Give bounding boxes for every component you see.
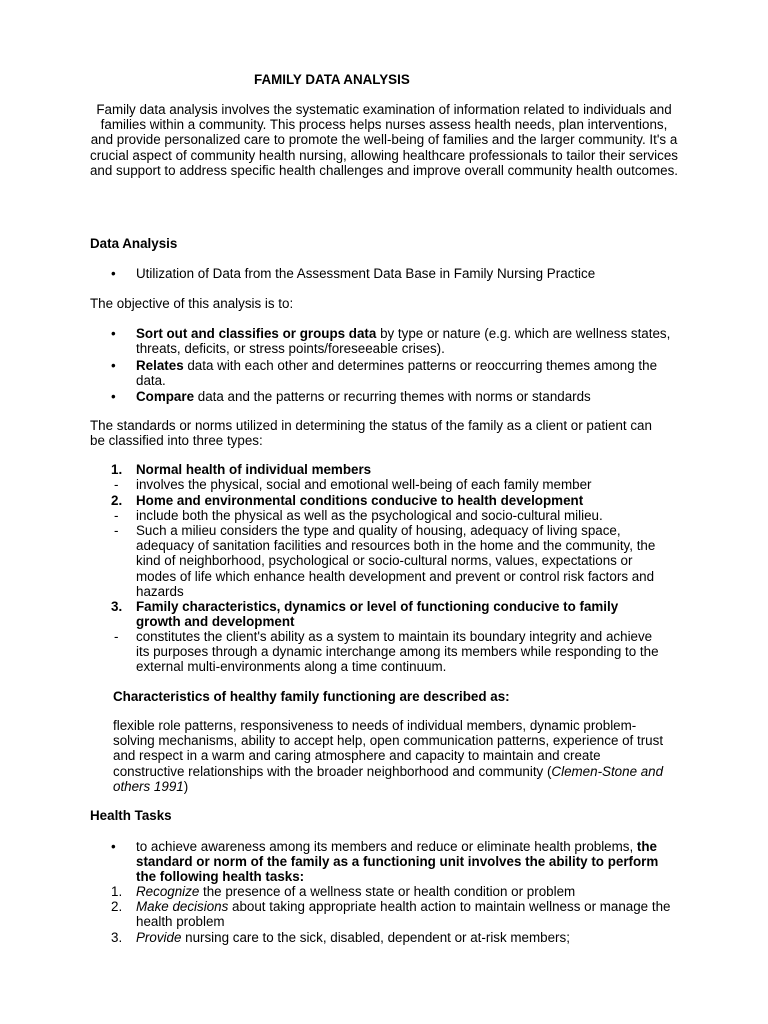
objective-intro: The objective of this analysis is to: <box>90 296 294 311</box>
health-tasks-heading: Health Tasks <box>90 808 172 823</box>
document-page: FAMILY DATA ANALYSIS Family data analysis involves the systematic examination of information related to individuals and families within a community. This process helps nurses assess health needs, plan interventions, and provide personalized care to promote the well-being of families and the larger community. It's a crucial aspect of community health nursing, allowing healthcare professionals to tailor their services and support to address specific health challenges and improve overall community health outcomes. Data Analysis • Utilization of Data from the Assessment Data Base in Family Nursing Practice The objective of this analysis is to: • Sort out and classifies or groups data by type or nature (e.g. which are wellness states, threats, deficits, or stress points/foreseeable crises). • Relates data with each other and determines patterns or reoccurring themes among the data. • Compare data and the patterns or recurring themes with norms or standards The standards or norms utilized in determining the status of the family as a client or patient can be classified into three types: 1. Normal health of individual members - involves the physical, social and emotional well-being of each family member 2. Home and environmental conditions conducive to health development - include both the physical as well as the psychological and socio-cultural milieu. - Such a milieu considers the type and quality of housing, adequacy of living space, adequacy of sanitation facilities and resources both in the home and the community, the kind of neighborhood, psychological or socio-cultural norms, values, expectations or modes of life which enhance health development and prevent or control risk factors and hazards 3. Family characteristics, dynamics or level of functioning conducive to family growth and development - constitutes the client's ability as a system to maintain its boundary integrity and achieve its purposes through a dynamic interchange among its members while responding to the external multi-environments along a time continuum. Characteristics of healthy family functioning are described as: flexible role patterns, responsiveness to needs of individual members, dynamic problem-solving mechanisms, ability to accept help, open communication patterns, experience of trust and respect in a warm and caring atmosphere and capacity to maintain and create constructive relationships with the broader neighborhood and community (Clemen-Stone and others 1991) Health Tasks • to achieve awareness among its members and reduce or eliminate health problems, the standard or norm of the family as a functioning unit involves the ability to perform the following health tasks: 1. Recognize the presence of a wellness state or health condition or problem 2. Make decisions about taking appropriate health action to maintain wellness or manage the health problem 3. Provide nursing care to the sick, disabled, dependent or at-risk members; <box>89 72 679 945</box>
healthy-family-heading: Characteristics of healthy family functioning are described as: <box>113 689 510 704</box>
bullet-icon: • <box>111 266 116 281</box>
document-title: FAMILY DATA ANALYSIS <box>254 72 410 87</box>
bullet-icon: • <box>111 358 116 373</box>
data-analysis-heading: Data Analysis <box>90 236 178 251</box>
bullet-icon: • <box>111 389 116 404</box>
citation: Clemen-Stone and others 1991 <box>113 763 664 794</box>
bullet-icon: • <box>111 839 116 854</box>
bullet-icon: • <box>111 326 116 341</box>
healthy-family-text: flexible role patterns, responsiveness to needs of individual members, dynamic problem-solving mechanisms, ability to accept help, open communication patterns, experience of trust and respect in a warm and caring atmosphere and capacity to maintain and create constructive relationships with the broader neighborhood and community (Clemen-Stone and others 1991) <box>113 718 664 794</box>
intro-paragraph: Family data analysis involves the systematic examination of information related to individuals and families within a community. This process helps nurses assess health needs, plan interventions, and provide personalized care to promote the well-being of families and the larger community. It's a crucial aspect of community health nursing, allowing healthcare professionals to tailor their services and support to address specific health challenges and improve overall community health outcomes. <box>89 102 679 178</box>
standards-intro: The standards or norms utilized in determining the status of the family as a client or patient can be classified into three types: <box>90 418 652 449</box>
